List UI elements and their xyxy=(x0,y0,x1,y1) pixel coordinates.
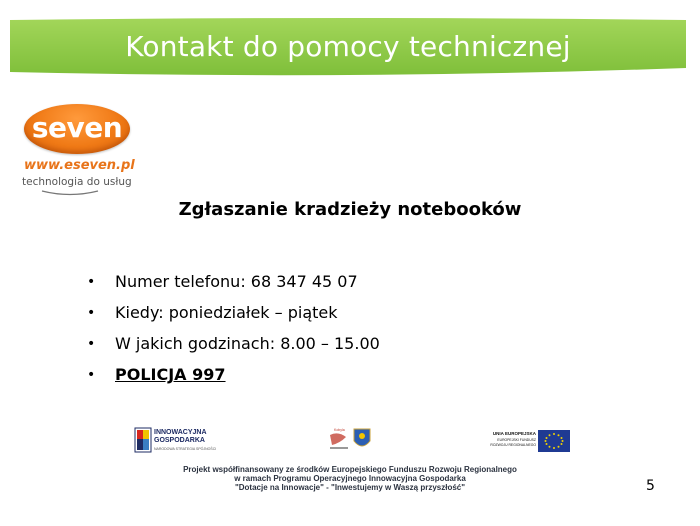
funding-line-3: "Dotacje na Innowacje" - "Inwestujemy w Waszą przyszłość" xyxy=(234,483,466,492)
slide-title: Kontakt do pomocy technicznej xyxy=(125,29,571,63)
seven-logo-brand: seven xyxy=(31,111,123,144)
bullet-text: Kiedy: poniedziałek – piątek xyxy=(115,303,338,322)
swoosh-icon xyxy=(40,188,100,198)
funding-line-2: w ramach Programu Operacyjnego Innowacyjna Gospodarka xyxy=(234,474,466,483)
bullet-marker: • xyxy=(87,366,96,383)
seven-logo-tagline: technologia do usług xyxy=(22,176,132,188)
bullet-item-phone xyxy=(87,266,380,297)
innowacyjna-text: INNOWACYJNA xyxy=(154,429,207,436)
regional-logo xyxy=(326,425,374,453)
svg-text:Kobyla: Kobyla xyxy=(334,428,345,432)
project-funding-note xyxy=(0,465,700,492)
funding-line-1: Projekt współfinansowany ze środków Europejskiego Funduszu Rozwoju Regionalnego xyxy=(183,465,517,474)
innowacyjna-mark-icon xyxy=(133,426,153,454)
bullet-text: W jakich godzinach: 8.00 – 15.00 xyxy=(115,334,380,353)
contact-bullet-list xyxy=(87,266,380,390)
title-banner xyxy=(10,18,686,76)
bullet-item-days xyxy=(87,297,380,328)
regional-crest-icon xyxy=(326,425,374,453)
gospodarka-text: GOSPODARKA xyxy=(154,437,205,444)
eu-logo xyxy=(484,428,574,454)
bullet-marker: • xyxy=(87,273,96,290)
strategia-text: NARODOWA STRATEGIA SPÓJNOŚCI xyxy=(154,447,217,451)
innowacyjna-gospodarka-logo xyxy=(133,424,243,456)
efrr-text-line2: ROZWOJU REGIONALNEGO xyxy=(490,443,536,447)
bullet-item-police xyxy=(87,359,380,390)
seven-logo-oval xyxy=(24,104,130,154)
seven-logo-url: www.eseven.pl xyxy=(24,158,135,173)
bullet-text-police: POLICJA 997 xyxy=(115,365,226,384)
bullet-marker: • xyxy=(87,304,96,321)
bullet-item-hours xyxy=(87,328,380,359)
page-number: 5 xyxy=(646,478,655,494)
bullet-marker: • xyxy=(87,335,96,352)
eu-text: UNIA EUROPEJSKA xyxy=(492,431,536,436)
seven-logo xyxy=(20,100,140,200)
efrr-text-line1: EUROPEJSKI FUNDUSZ xyxy=(497,438,536,442)
bullet-text: Numer telefonu: 68 347 45 07 xyxy=(115,272,358,291)
section-heading: Zgłaszanie kradzieży notebooków xyxy=(178,199,522,220)
eu-flag-icon xyxy=(538,430,570,452)
